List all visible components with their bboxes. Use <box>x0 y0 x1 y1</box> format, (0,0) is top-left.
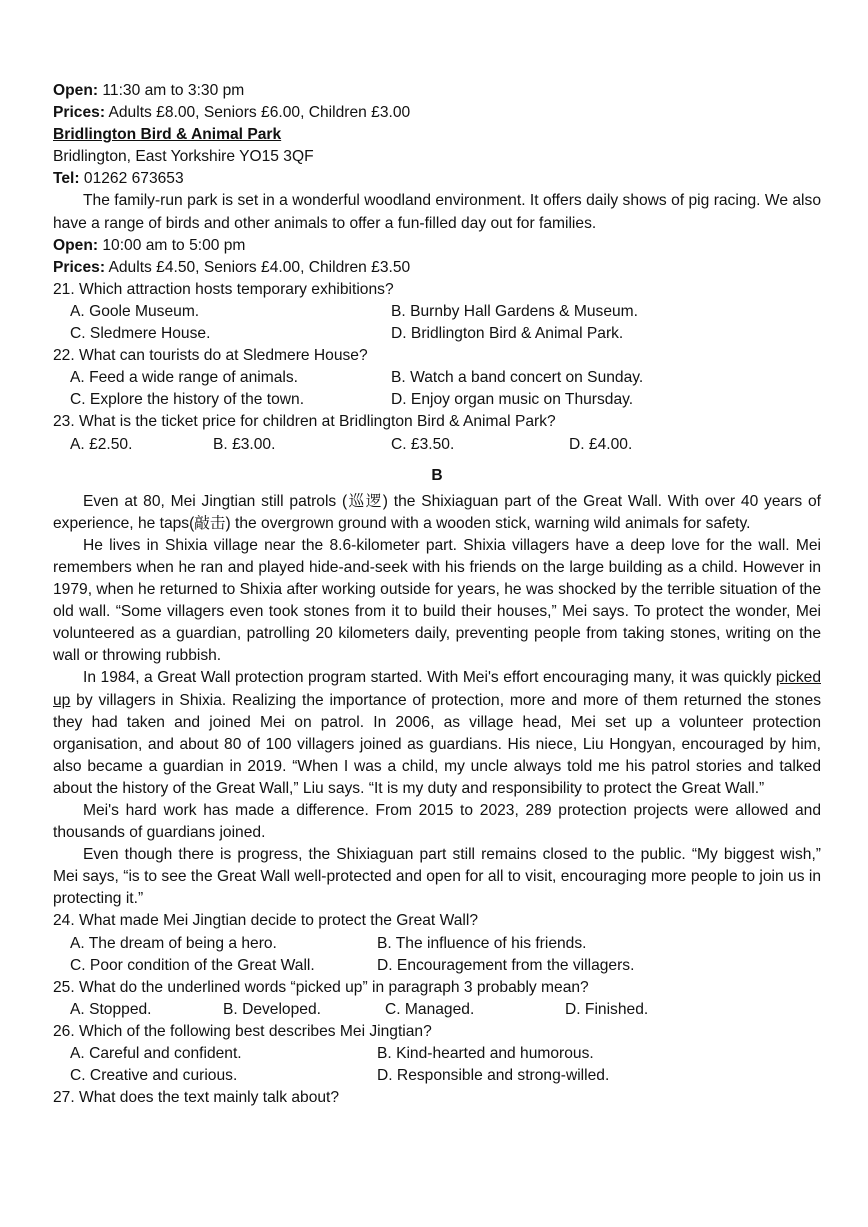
option-text: B. Developed. <box>223 1000 321 1018</box>
option-text: B. Watch a band concert on Sunday. <box>391 369 644 387</box>
option-text: B. Kind-hearted and humorous. <box>377 1045 594 1063</box>
open-hours-line <box>53 80 821 102</box>
option-text: D. Responsible and strong-willed. <box>377 1067 610 1085</box>
question-22-options-row-2 <box>53 389 821 411</box>
park-description: The family-run park is set in a wonderful woodland environment. It offers daily shows of pig racing. We also have a range of birds and other animals to offer a fun-filled day out for families. <box>53 192 821 232</box>
option-text: B. £3.00. <box>213 435 276 453</box>
question-26-options-row-2 <box>53 1065 821 1087</box>
question-25-options-row <box>53 999 821 1021</box>
question-26-stem: 26. Which of the following best describes Mei Jingtian? <box>53 1022 432 1040</box>
question-22-options-row-1 <box>53 367 821 389</box>
option-text: D. Finished. <box>565 1000 649 1018</box>
option-text: C. Managed. <box>385 1000 475 1018</box>
park-prices-value: Adults £4.50, Seniors £4.00, Children £3.50 <box>105 258 411 276</box>
tel-label: Tel: <box>53 170 80 188</box>
park-prices-line <box>53 257 821 279</box>
question-21-options-row-1 <box>53 301 821 323</box>
option-text: C. Sledmere House. <box>70 325 211 343</box>
option-text: C. Poor condition of the Great Wall. <box>70 956 315 974</box>
open-value: 11:30 am to 3:30 pm <box>98 82 245 99</box>
park-open-label: Open: <box>53 236 99 254</box>
question-24-options-row-2 <box>53 955 821 977</box>
question-24-stem: 24. What made Mei Jingtian decide to protect the Great Wall? <box>53 912 478 930</box>
park-tel-line <box>53 168 821 190</box>
option-text: A. The dream of being a hero. <box>70 934 277 952</box>
park-prices-label: Prices: <box>53 258 106 276</box>
park-open-line <box>53 235 821 257</box>
passage-paragraph-3 <box>53 667 821 800</box>
question-23-stem: 23. What is the ticket price for children at Bridlington Bird & Animal Park? <box>53 413 556 431</box>
paragraph-3-part-2: by villagers in Shixia. Realizing the importance of protection, more and more of them returned the stones they had taken and joined Mei on patrol. In 2006, as village head, Mei set up a volunteer protection organisation, and about 80 of 100 villagers joined as guardians. His niece, Liu Hongyan, encouraged by him, also became a guardian in 2019. “When I was a child, my uncle always told me his patrol stories and talked about the history of the Great Wall,” Liu says. “It is my duty and responsibility to protect the Great Wall.” <box>53 691 821 797</box>
option-text: D. Bridlington Bird & Animal Park. <box>391 325 624 343</box>
option-text: B. The influence of his friends. <box>377 934 587 952</box>
option-text: A. Stopped. <box>70 1000 152 1018</box>
option-text: A. £2.50. <box>70 435 133 453</box>
tel-value: 01262 673653 <box>79 170 184 188</box>
option-text: A. Careful and confident. <box>70 1045 242 1063</box>
prices-label: Prices: <box>53 104 106 122</box>
option-text: D. £4.00. <box>569 435 633 453</box>
park-open-value: 10:00 am to 5:00 pm <box>98 236 246 254</box>
option-text: D. Encouragement from the villagers. <box>377 956 635 974</box>
question-22-stem: 22. What can tourists do at Sledmere House? <box>53 347 368 365</box>
passage-paragraph-5: Even though there is progress, the Shixiaguan part still remains closed to the public. “My biggest wish,” Mei says, “is to see the Great Wall well-protected and open for all to visit, encouraging more people to join us in protecting it.” <box>53 846 821 908</box>
option-text: B. Burnby Hall Gardens & Museum. <box>391 302 639 320</box>
park-address: Bridlington, East Yorkshire YO15 3QF <box>53 148 314 166</box>
paragraph-3-part-1: In 1984, a Great Wall protection program started. With Mei's effort encouraging many, it was quickly <box>83 669 776 687</box>
option-text: A. Feed a wide range of animals. <box>70 369 298 387</box>
open-label: Open: <box>53 82 99 99</box>
document-page <box>53 80 821 1109</box>
question-25-stem: 25. What do the underlined words “picked up” in paragraph 3 probably mean? <box>53 978 589 996</box>
option-text: C. Explore the history of the town. <box>70 391 305 409</box>
option-text: D. Enjoy organ music on Thursday. <box>391 391 634 409</box>
question-26-options-row-1 <box>53 1043 821 1065</box>
passage-paragraph-4: Mei's hard work has made a difference. From 2015 to 2023, 289 protection projects were allowed and thousands of guardians joined. <box>53 802 821 842</box>
passage-paragraph-2: He lives in Shixia village near the 8.6-kilometer part. Shixia villagers have a deep love for the wall. Mei remembers when he ran and played hide-and-seek with his friends on the large building as a child. However in 1979, when he returned to Shixia after working outside for years, he was shocked by the terrible situation of the old wall. “Some villagers even took stones from it to build their houses,” Mei says. To protect the wonder, Mei volunteered as a guardian, patrolling 20 kilometers daily, preventing people from taking stones, writing on the wall or throwing rubbish. <box>53 536 821 665</box>
question-23-options-row <box>53 434 821 456</box>
option-text: A. Goole Museum. <box>70 302 200 320</box>
question-27-stem: 27. What does the text mainly talk about? <box>53 1089 340 1107</box>
passage-paragraph-1: Even at 80, Mei Jingtian still patrols (巡逻) the Shixiaguan part of the Great Wall. With over 40 years of experience, he taps(敲击) the overgrown ground with a wooden stick, warning wild animals for safety. <box>53 492 821 532</box>
prices-value: Adults £8.00, Seniors £6.00, Children £3.00 <box>105 104 411 122</box>
underlined-phrase: picked up <box>53 669 821 709</box>
park-title: Bridlington Bird & Animal Park <box>53 126 282 144</box>
question-24-options-row-1 <box>53 933 821 955</box>
prices-line <box>53 102 821 124</box>
option-text: C. Creative and curious. <box>70 1067 238 1085</box>
question-21-options-row-2 <box>53 323 821 345</box>
question-21-stem: 21. Which attraction hosts temporary exhibitions? <box>53 280 394 298</box>
section-b-heading: B <box>431 466 443 484</box>
option-text: C. £3.50. <box>391 435 455 453</box>
